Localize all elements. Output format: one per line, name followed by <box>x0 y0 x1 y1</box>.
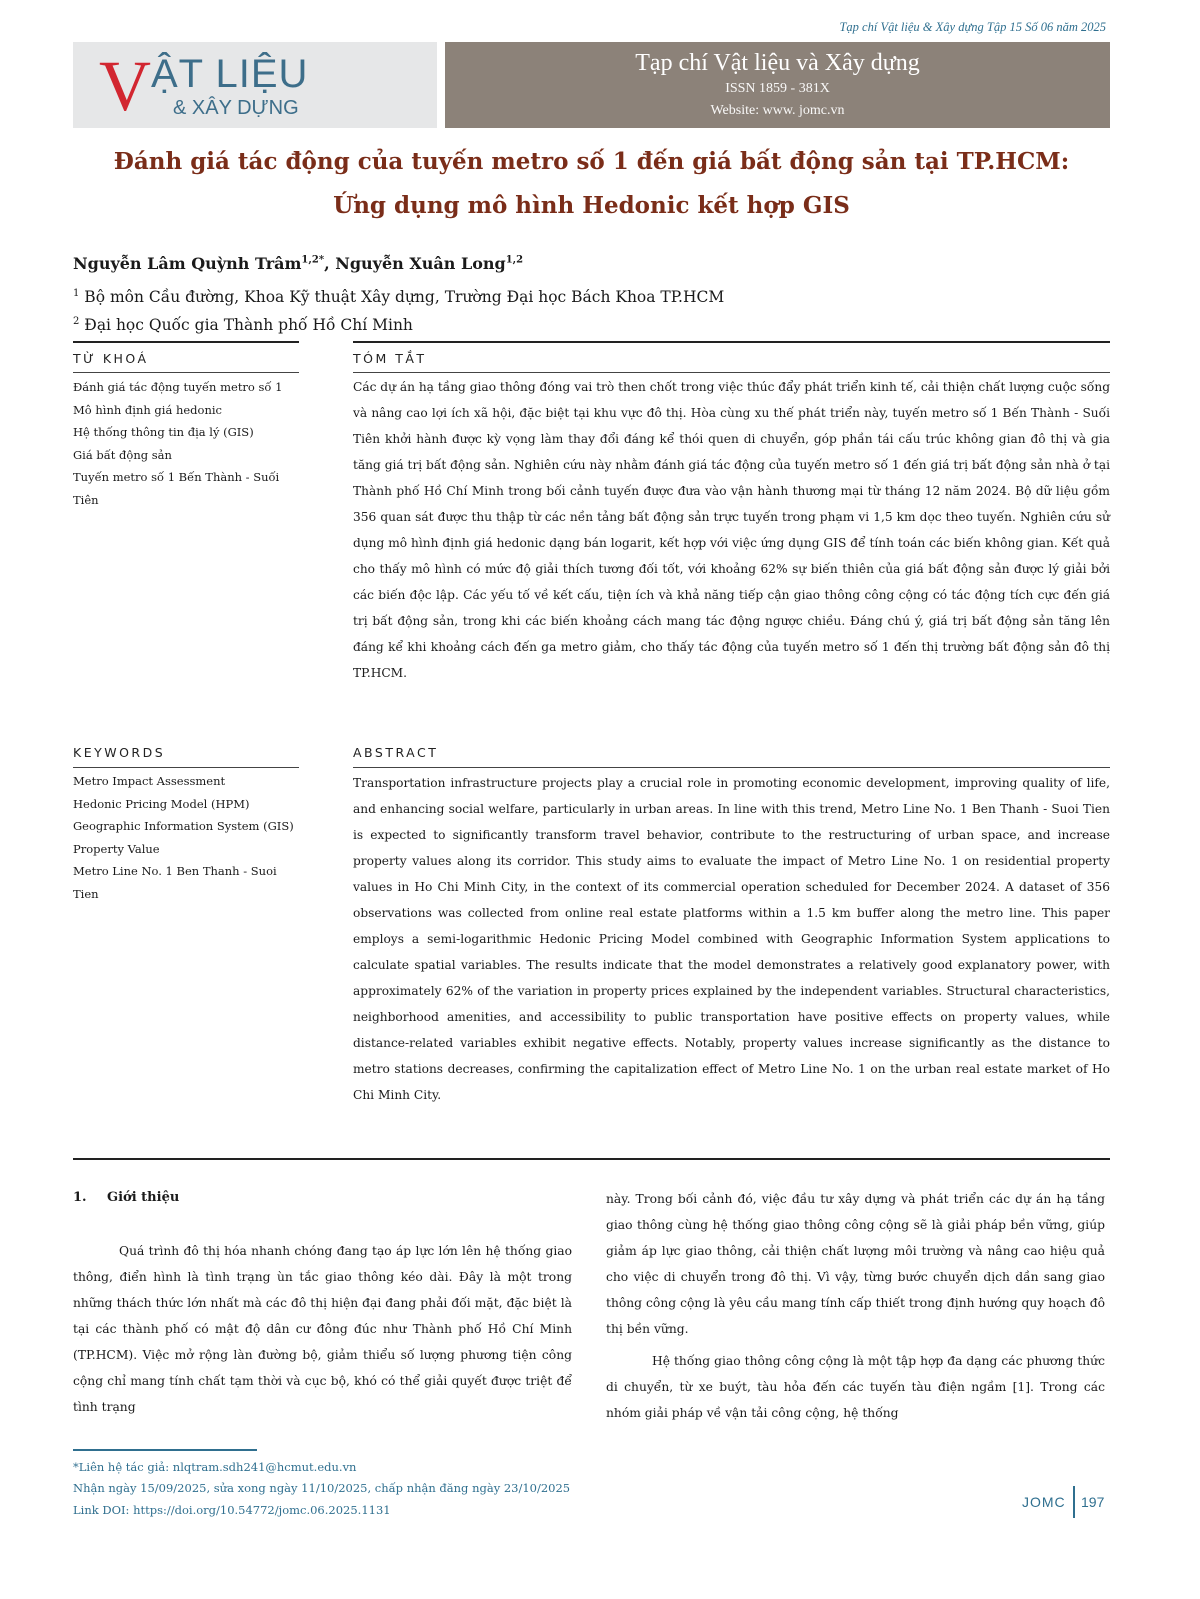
keyword-vi-item: Giá bất động sản <box>73 447 172 462</box>
footer-journal-brand: JOMC <box>1022 1494 1066 1510</box>
paper-title-line-2: Ứng dụng mô hình Hedonic kết hợp GIS <box>333 192 850 219</box>
keyword-en-item: Geographic Information System (GIS) <box>73 819 294 833</box>
abstract-en-text: Transportation infrastructure projects play a crucial role in promoting economic development, improving quality of life, and enhancing social welfare, particularly in urban areas. In line with this trend, Metro Line No. 1 Ben Thanh - Suoi Tien is expected to significantly transform travel behavior, contribute to the restructuring of urban space, and increase property values along its corridor. This study aims to evaluate the impact of Metro Line No. 1 on residential property values in Ho Chi Minh City, in the context of its commercial operation scheduled for December 2024. A dataset of 356 observations was collected from online real estate platforms within a 1.5 km buffer along the metro line. This paper employs a semi-logarithmic Hedonic Pricing Model combined with Geographic Information System applications to calculate spatial variables. The results indicate that the model demonstrates a relatively good explanatory power, with approximately 62% of the variation in property prices explained by the independent variables. Structural characteristics, neighborhood amenities, and accessibility to public transportation have positive effects on property values, while distance-related variables exhibit negative effects. Notably, property values increase significantly as the distance to metro stations decreases, confirming the capitalization effect of Metro Line No. 1 on the urban real estate market of Ho Chi Minh City. <box>353 776 1110 1102</box>
keywords-vi-list <box>73 376 299 511</box>
abstract-vi-text: Các dự án hạ tầng giao thông đóng vai trò then chốt trong việc thúc đẩy phát triển kinh tế, cải thiện chất lượng cuộc sống và nâng cao lợi ích xã hội, đặc biệt tại khu vực đô thị. Hòa cùng xu thế phát triển này, tuyến metro số 1 Bến Thành - Suối Tiên khởi hành được kỳ vọng làm thay đổi đáng kể thói quen di chuyển, góp phần tái cấu trúc không gian đô thị và gia tăng giá trị bất động sản. Nghiên cứu này nhằm đánh giá tác động của tuyến metro số 1 đến giá trị bất động sản nhà ở tại Thành phố Hồ Chí Minh trong bối cảnh tuyến được đưa vào vận hành thương mại từ tháng 12 năm 2024. Bộ dữ liệu gồm 356 quan sát được thu thập từ các nền tảng bất động sản trực tuyến trong phạm vi 1,5 km dọc theo tuyến. Nghiên cứu sử dụng mô hình định giá hedonic dạng bán logarit, kết hợp với việc ứng dụng GIS để tính toán các biến không gian. Kết quả cho thấy mô hình có mức độ giải thích tương đối tốt, với khoảng 62% sự biến thiên của giá bất động sản được lý giải bởi các biến độc lập. Các yếu tố về kết cấu, tiện ích và khả năng tiếp cận giao thông công cộng có tác động tích cực đến giá trị bất động sản, trong khi các biến khoảng cách mang tác động ngược chiều. Đáng chú ý, giá trị bất động sản tăng lên đáng kể khi khoảng cách đến ga metro giảm, cho thấy tác động của tuyến metro số 1 đến thị trường bất động sản đô thị TP.HCM. <box>353 380 1110 680</box>
footnote-dates: Nhận ngày 15/09/2025, sửa xong ngày 11/10/2025, chấp nhận đăng ngày 23/10/2025 <box>73 1481 571 1495</box>
body-paragraph: Hệ thống giao thông công cộng là một tập hợp đa dạng các phương thức di chuyển, từ xe buýt, tàu hỏa đến các tuyến tàu điện ngầm [1]. Trong các nhóm giải pháp về vận tải công cộng, hệ thống <box>606 1354 1105 1420</box>
keyword-en-item: Hedonic Pricing Model (HPM) <box>73 796 250 811</box>
author-2-affil: 1,2 <box>505 254 524 266</box>
abstract-vi-heading: TÓM TẮT <box>353 351 427 366</box>
footer-divider <box>1073 1486 1075 1518</box>
logo-letter-v: V <box>99 46 151 126</box>
keyword-vi-item: Hệ thống thông tin địa lý (GIS) <box>73 425 254 439</box>
keywords-en-list <box>73 770 299 905</box>
abstract-en-heading: ABSTRACT <box>353 745 439 760</box>
journal-title: Tạp chí Vật liệu và Xây dựng <box>635 50 920 76</box>
abs-vi-sub-rule <box>353 372 1110 373</box>
body-paragraph: Quá trình đô thị hóa nhanh chóng đang tạo áp lực lớn lên hệ thống giao thông, điển hình là tình trạng ùn tắc giao thông kéo dài. Đây là một trong những thách thức lớn nhất mà các đô thị hiện đại đang phải đối mặt, đặc biệt là tại các thành phố có mật độ dân cư đông đúc như Thành phố Hồ Chí Minh (TP.HCM). Việc mở rộng làn đường bộ, giảm thiểu số lượng phương tiện công cộng chỉ mang tính chất tạm thời và cục bộ, khó có thể giải quyết được triệt để tình trạng <box>73 1244 572 1414</box>
author-2: Nguyễn Xuân Long <box>335 254 506 273</box>
page-number: 197 <box>1081 1494 1105 1510</box>
kw-en-sub-rule <box>73 767 299 768</box>
masthead-info <box>445 42 1110 128</box>
masthead <box>73 42 1110 128</box>
author-1: Nguyễn Lâm Quỳnh Trâm <box>73 254 302 273</box>
keyword-vi-item: Đánh giá tác động tuyến metro số 1 <box>73 380 283 394</box>
keyword-en-item: Metro Line No. 1 Ben Thanh - Suoi Tien <box>73 864 277 901</box>
section-1-heading <box>73 1190 179 1205</box>
affiliation-2-num: 2 <box>73 316 80 327</box>
body-paragraph: này. Trong bối cảnh đó, việc đầu tư xây dựng và phát triển các dự án hạ tầng giao thông cùng hệ thống giao thông công cộng sẽ là giải pháp bền vững, giúp giảm áp lực giao thông, cải thiện chất lượng môi trường và nâng cao hiệu quả cho việc di chuyển trong đô thị. Vì vậy, từng bước chuyển dịch dần sang giao thông công cộng là yêu cầu mang tính cấp thiết trong định hướng quy hoạch đô thị bền vững. <box>606 1192 1105 1336</box>
keyword-vi-item: Tuyến metro số 1 Bến Thành - Suối Tiên <box>73 470 280 507</box>
abs-vi-top-rule <box>353 341 1110 343</box>
affiliation-1-num: 1 <box>73 288 80 299</box>
masthead-divider <box>437 42 445 128</box>
logo-sub-text: & XÂY DỰNG <box>173 97 299 119</box>
footnote-rule <box>73 1449 257 1451</box>
abs-en-sub-rule <box>353 767 1110 768</box>
author-1-affil: 1,2* <box>301 254 325 266</box>
journal-issn: ISSN 1859 - 381X <box>725 81 830 96</box>
body-left-column <box>73 1238 572 1420</box>
author-list <box>73 254 523 273</box>
kw-vi-top-rule <box>73 341 299 343</box>
body-right-column <box>606 1186 1105 1426</box>
journal-logo <box>73 42 437 128</box>
abstract-bottom-rule <box>73 1158 1110 1160</box>
keyword-en-item: Property Value <box>73 841 160 856</box>
affiliation-1 <box>73 288 724 306</box>
logo-main-text: ẬT LIỆU <box>151 52 309 96</box>
keywords-en-heading: KEYWORDS <box>73 745 166 760</box>
section-1-number: 1. <box>73 1190 87 1205</box>
affiliation-1-text: Bộ môn Cầu đường, Khoa Kỹ thuật Xây dựng, Trường Đại học Bách Khoa TP.HCM <box>79 288 725 307</box>
footnote-contact: *Liên hệ tác giả: nlqtram.sdh241@hcmut.edu.vn <box>73 1460 357 1474</box>
affiliation-2-text: Đại học Quốc gia Thành phố Hồ Chí Minh <box>79 316 413 335</box>
footnote-doi[interactable]: Link DOI: https://doi.org/10.54772/jomc.06.2025.1131 <box>73 1503 391 1517</box>
author-separator: , <box>324 254 336 273</box>
keyword-en-item: Metro Impact Assessment <box>73 774 226 788</box>
journal-website: Website: www. jomc.vn <box>710 103 845 118</box>
keywords-vi-heading: TỪ KHOÁ <box>73 351 149 366</box>
section-1-title: Giới thiệu <box>107 1190 180 1205</box>
running-head: Tạp chí Vật liệu & Xây dựng Tập 15 Số 06 năm 2025 <box>839 20 1106 34</box>
paper-title <box>73 140 1110 228</box>
paper-title-line-1: Đánh giá tác động của tuyến metro số 1 đến giá bất động sản tại TP.HCM: <box>113 148 1070 175</box>
affiliation-2 <box>73 316 413 334</box>
kw-vi-sub-rule <box>73 372 299 373</box>
keyword-vi-item: Mô hình định giá hedonic <box>73 402 222 417</box>
